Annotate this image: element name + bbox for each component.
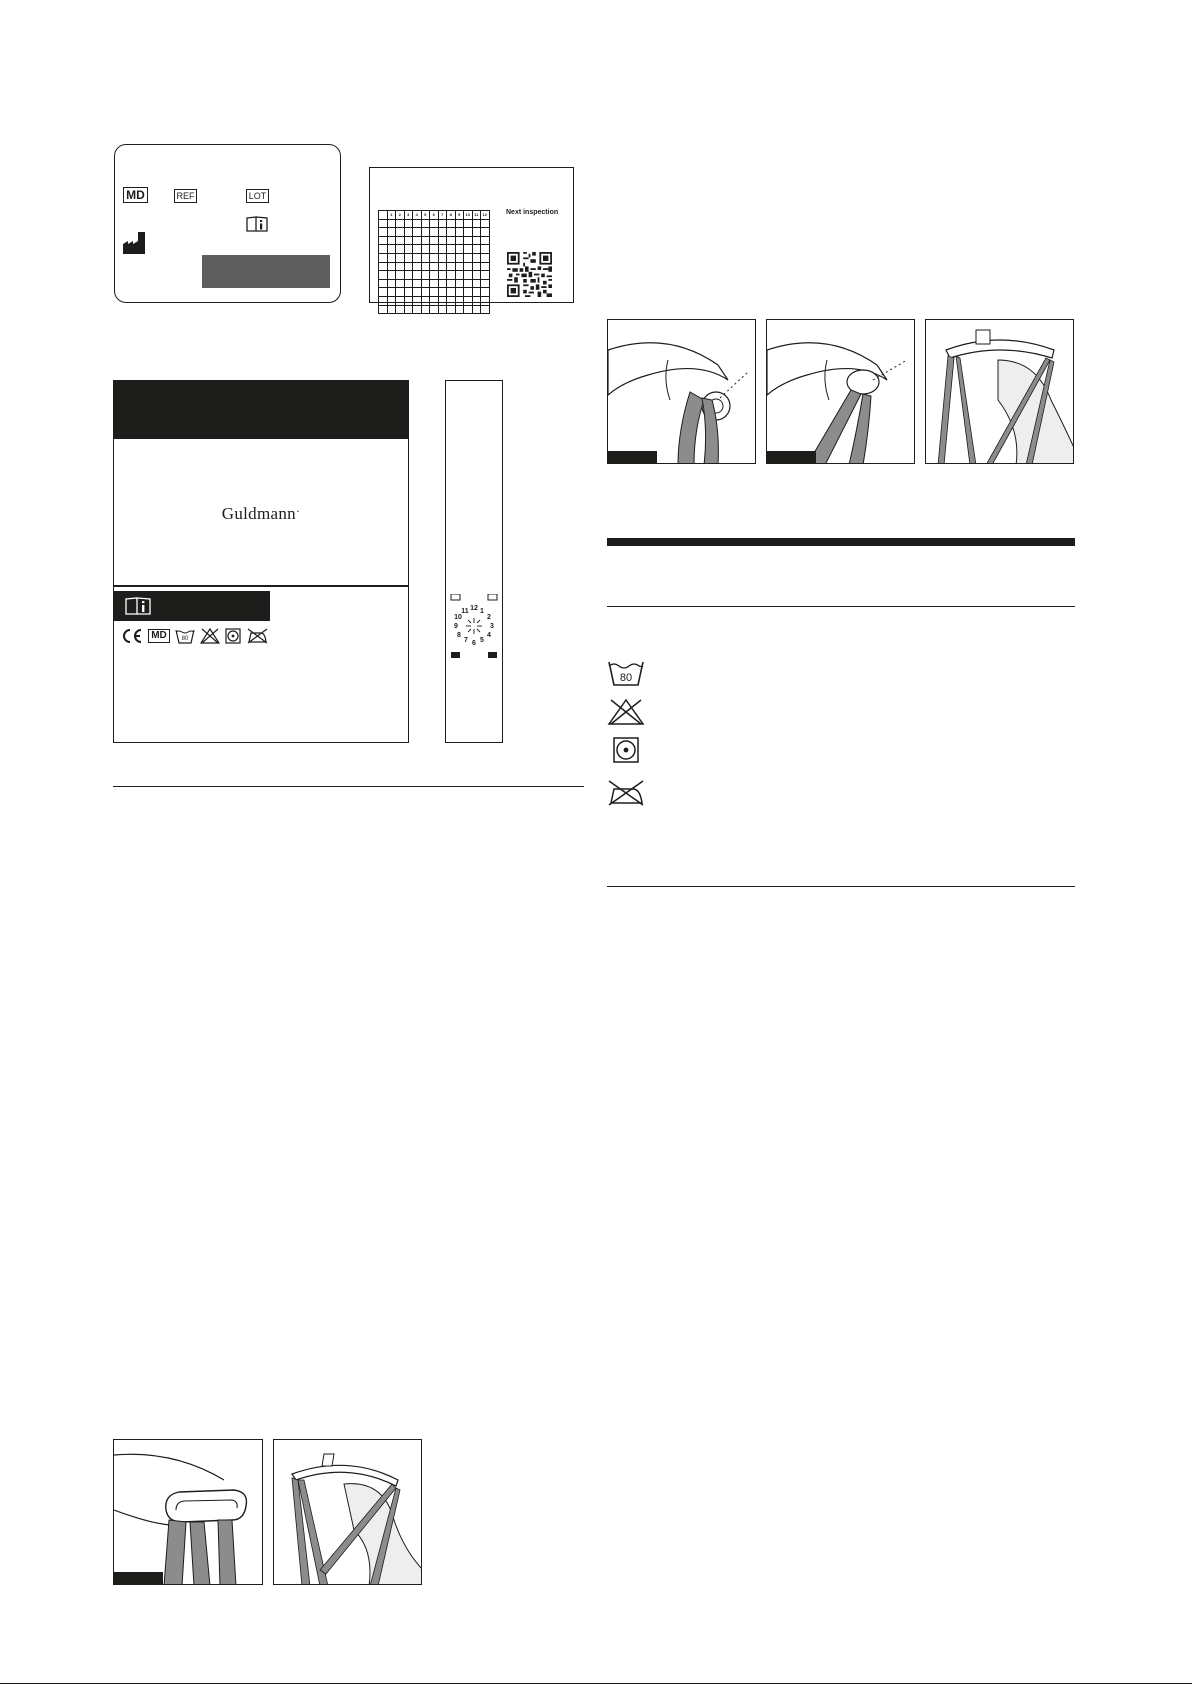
- grid-col-header: 3: [404, 211, 413, 220]
- wash-symbol-row: [607, 659, 645, 687]
- clock-number: 3: [490, 623, 494, 630]
- section-rule: [607, 886, 1075, 887]
- grid-col-header: 5: [421, 211, 430, 220]
- grey-info-bar: [202, 255, 330, 288]
- section-rule: [113, 786, 584, 787]
- clip-illustration: [113, 1439, 263, 1585]
- grid-col-header: 8: [447, 211, 456, 220]
- next-inspection-label: Next inspection: [506, 209, 559, 216]
- qr-code-icon: [507, 252, 552, 297]
- clock-number: 6: [472, 640, 476, 647]
- lot-symbol-icon: LOT: [246, 189, 269, 203]
- date-clock-label: [445, 380, 503, 743]
- grid-col-header: 11: [472, 211, 481, 220]
- grid-col-header: 7: [438, 211, 447, 220]
- illustration-tag: [767, 451, 816, 463]
- ref-symbol-icon: REF: [174, 189, 197, 203]
- clock-number: 9: [454, 623, 458, 630]
- inspection-card: [369, 167, 574, 303]
- grid-col-header: 2: [396, 211, 405, 220]
- md-symbol-icon: MD: [148, 629, 170, 643]
- grid-col-header: 4: [413, 211, 422, 220]
- clock-number: 10: [454, 614, 462, 621]
- manual-bar: [114, 591, 270, 621]
- clock-number: 1: [480, 608, 484, 615]
- manual-info-icon: [246, 216, 268, 232]
- care-symbols-row: [121, 628, 268, 644]
- no-iron-icon: [607, 779, 645, 807]
- clock-number: 5: [480, 637, 484, 644]
- no-bleach-icon: [200, 628, 220, 644]
- svg-text:80: 80: [619, 672, 633, 684]
- inspection-grid: [378, 210, 490, 314]
- sling-label: [113, 380, 409, 743]
- product-label-card: [114, 144, 341, 303]
- brand-name: Guldmann·: [221, 504, 301, 523]
- illustration-tag: [114, 1572, 163, 1584]
- wash-80-icon: [175, 628, 195, 644]
- clock-number: 12: [470, 605, 478, 612]
- hook-illustration-2: [766, 319, 915, 464]
- clock-number: 4: [487, 632, 491, 639]
- clock-number: 2: [487, 614, 491, 621]
- no-bleach-icon: [607, 698, 645, 726]
- wash-symbol-row: [607, 779, 645, 807]
- wash-symbol-row: [607, 698, 645, 726]
- section-rule: [607, 606, 1075, 607]
- clock-number: 7: [464, 637, 468, 644]
- svg-text:80: 80: [181, 636, 189, 642]
- hook-illustration-3: [925, 319, 1074, 464]
- tumble-dry-icon: [607, 737, 645, 765]
- manual-info-icon: [125, 597, 151, 615]
- no-iron-icon: [246, 628, 268, 644]
- clock-number: 8: [457, 632, 461, 639]
- grid-col-header: 9: [455, 211, 464, 220]
- md-symbol-icon: MD: [123, 187, 148, 203]
- clock-number: 11: [461, 608, 469, 615]
- tumble-dry-icon: [225, 628, 241, 644]
- illustration-tag: [608, 451, 657, 463]
- label-divider: [114, 585, 408, 587]
- wash-80-icon: [607, 659, 645, 687]
- manufacturer-icon: [123, 232, 147, 254]
- grid-col-header: 1: [387, 211, 396, 220]
- sling-attachment-illustration: [273, 1439, 422, 1585]
- page-bottom-rule: [0, 1683, 1192, 1684]
- wash-symbol-row: [607, 737, 645, 765]
- grid-col-header: 12: [481, 211, 490, 220]
- grid-col-header: 6: [430, 211, 439, 220]
- section-heading-bar: [607, 538, 1075, 546]
- label-header-bar: [114, 381, 408, 439]
- ce-mark-icon: [121, 628, 143, 644]
- hook-illustration-1: [607, 319, 756, 464]
- grid-col-header: 10: [464, 211, 473, 220]
- date-clock-icon: [449, 594, 499, 658]
